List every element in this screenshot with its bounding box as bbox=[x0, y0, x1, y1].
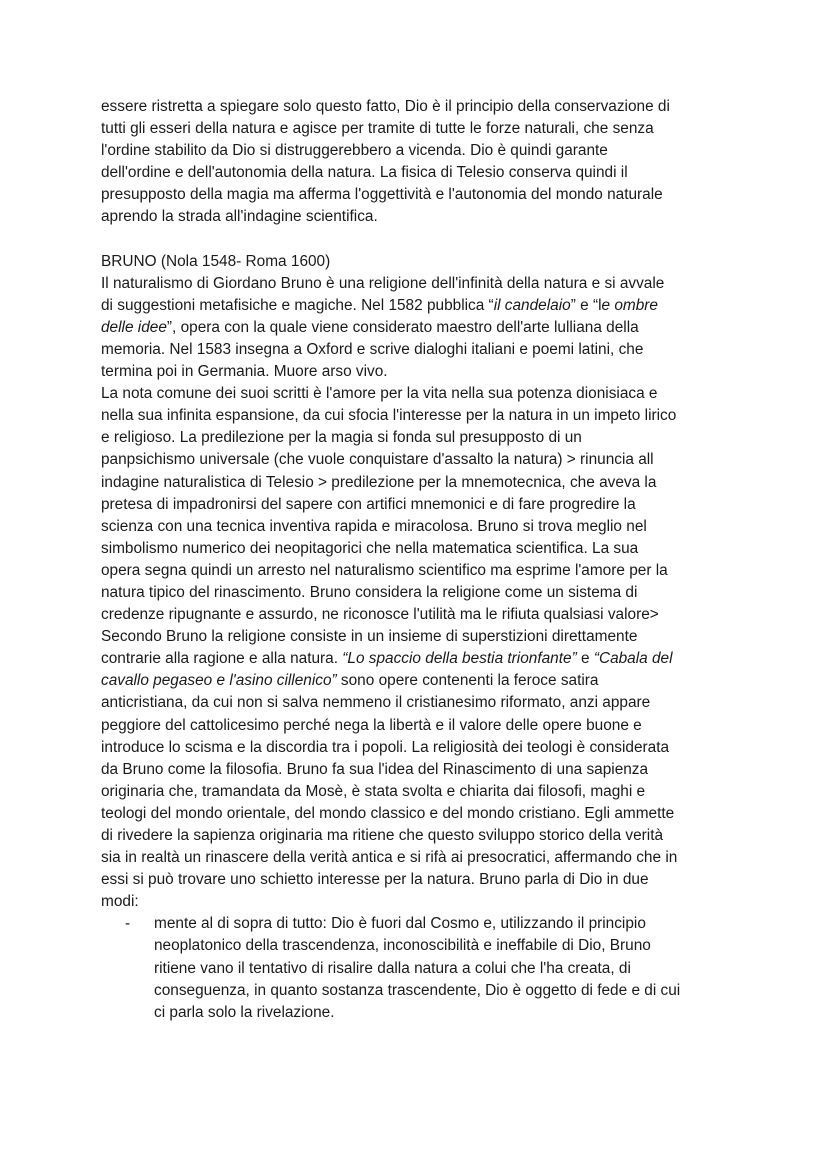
text-line: Il naturalismo di Giordano Bruno è una religione dell'infinità della natura e si avvale bbox=[101, 274, 665, 292]
text-line: modi: bbox=[101, 893, 139, 911]
work-title-cabala-end: cavallo pegaseo e l'asino cillenico” bbox=[101, 672, 337, 690]
bullet-dash: - bbox=[125, 915, 131, 933]
text-run: contrarie alla ragione e alla natura. bbox=[101, 650, 343, 668]
text-line: memoria. Nel 1583 insegna a Oxford e scrive dialoghi italiani e poemi latini, che bbox=[101, 340, 644, 358]
text-line: nella sua infinita espansione, da cui sfocia l'interesse per la natura in un impeto lirico bbox=[101, 407, 677, 425]
text-line: Secondo Bruno la religione consiste in un insieme di superstizioni direttamente bbox=[101, 628, 638, 646]
paragraph-bruno-intro bbox=[101, 273, 731, 383]
work-title-ombre-part: e ombre bbox=[601, 296, 658, 314]
text-line: anticristiana, da cui non si salva nemmeno il cristianesimo riformato, anzi appare bbox=[101, 694, 651, 712]
text-line: neoplatonico della trascendenza, inconoscibilità e ineffabile di Dio, Bruno bbox=[154, 937, 651, 955]
text-line bbox=[101, 913, 731, 935]
work-title-ombre-end: delle idee bbox=[101, 318, 167, 336]
text-line: essere ristretta a spiegare solo questo fatto, Dio è il principio della conservazione di bbox=[101, 98, 670, 115]
text-line: presupposto della magia ma afferma l'oggettività e l'autonomia del mondo naturale bbox=[101, 186, 663, 204]
text-line: sia in realtà un rinascere della verità antica e si rifà ai presocratici, affermando che in bbox=[101, 849, 678, 867]
text-line: panpsichismo universale (che vuole conquistare d'assalto la natura) > rinuncia all bbox=[101, 451, 654, 469]
text-line: indagine naturalistica di Telesio > predilezione per la mnemotecnica, che aveva la bbox=[101, 473, 657, 491]
work-title-spaccio: “Lo spaccio della bestia trionfante” bbox=[342, 650, 577, 668]
text-run: e bbox=[576, 650, 594, 668]
text-line bbox=[101, 648, 731, 670]
text-run: sono opere contenenti la feroce satira bbox=[336, 672, 599, 690]
text-line: ritiene vano il tentativo di risalire dalla natura a colui che l'ha creata, di bbox=[154, 959, 631, 977]
text-line: originaria che, tramandata da Mosè, è stata svolta e chiarita dai filosofi, maghi e bbox=[101, 782, 646, 800]
list-item bbox=[101, 913, 731, 1023]
text-line: opera segna quindi un arresto nel naturalismo scientifico ma esprime l'amore per la bbox=[101, 561, 668, 579]
text-line: e religioso. La predilezione per la magia si fonda sul presupposto di un bbox=[101, 429, 582, 447]
section-heading-bruno: BRUNO (Nola 1548- Roma 1600) bbox=[101, 252, 331, 270]
text-line: credenze ripugnante e assurdo, ne riconosce l'utilità ma le rifiuta qualsiasi valore> bbox=[101, 606, 659, 624]
paragraph-telesio-conclusion bbox=[101, 96, 731, 229]
text-line bbox=[101, 295, 731, 317]
text-line: essi si può trovare uno schietto interesse per la natura. Bruno parla di Dio in due bbox=[101, 871, 649, 889]
text-line: di rivedere la sapienza originaria ma ritiene che questo sviluppo storico della verità bbox=[101, 827, 664, 844]
text-run: ”, opera con la quale viene considerato maestro dell'arte lulliana della bbox=[166, 318, 639, 336]
paragraph-gap bbox=[101, 229, 731, 251]
text-line: da Bruno come la filosofia. Bruno fa sua l'idea del Rinascimento di una sapienza bbox=[101, 760, 649, 778]
text-line: peggiore del cattolicesimo perché nega la libertà e il valore delle opere buone e bbox=[101, 716, 642, 734]
work-title-cabala-part: “Cabala del bbox=[593, 650, 673, 668]
text-line: ci parla solo la rivelazione. bbox=[154, 1003, 335, 1021]
text-line: La nota comune dei suoi scritti è l'amore per la vita nella sua potenza dionisiaca e bbox=[101, 385, 658, 403]
text-line: simbolismo numerico dei neopitagorici che nella matematica scientifica. La sua bbox=[101, 539, 639, 557]
text-line: dell'ordine e dell'autonomia della natura. La fisica di Telesio conserva quindi il bbox=[101, 164, 628, 182]
text-line: natura tipico del rinascimento. Bruno considera la religione come un sistema di bbox=[101, 583, 638, 601]
text-line: l'ordine stabilito da Dio si distruggerebbero a vicenda. Dio è quindi garante bbox=[101, 142, 608, 160]
bullet-list bbox=[101, 913, 731, 1023]
text-run: mente al di sopra di tutto: Dio è fuori dal Cosmo e, utilizzando il principio bbox=[154, 915, 646, 933]
text-line: teologi del mondo orientale, del mondo classico e del mondo cristiano. Egli ammette bbox=[101, 804, 675, 822]
text-line bbox=[101, 670, 731, 692]
text-line: tutti gli esseri della natura e agisce per tramite di tutte le forze naturali, che senza bbox=[101, 120, 654, 138]
work-title-candelaio: il candelaio bbox=[493, 296, 571, 314]
text-line: termina poi in Germania. Muore arso vivo. bbox=[101, 363, 388, 381]
text-line: pretesa di impadronirsi del sapere con artifici mnemonici e di fare progredire la bbox=[101, 495, 636, 513]
text-line: introduce lo scisma e la discordia tra i popoli. La religiosità dei teologi è considerata bbox=[101, 738, 670, 756]
text-line: scienza con una tecnica inventiva rapida e miracolosa. Bruno si trova meglio nel bbox=[101, 517, 647, 535]
text-line: conseguenza, in quanto sostanza trascendente, Dio è oggetto di fede e di cui bbox=[154, 981, 681, 999]
text-line bbox=[101, 317, 731, 339]
text-run: ” e “l bbox=[570, 296, 602, 314]
text-run: di suggestioni metafisiche e magiche. Nel 1582 pubblica “ bbox=[101, 296, 494, 314]
paragraph-bruno-thought bbox=[101, 383, 731, 913]
text-line: aprendo la strada all'indagine scientifica. bbox=[101, 208, 378, 226]
document-body bbox=[101, 96, 731, 1024]
